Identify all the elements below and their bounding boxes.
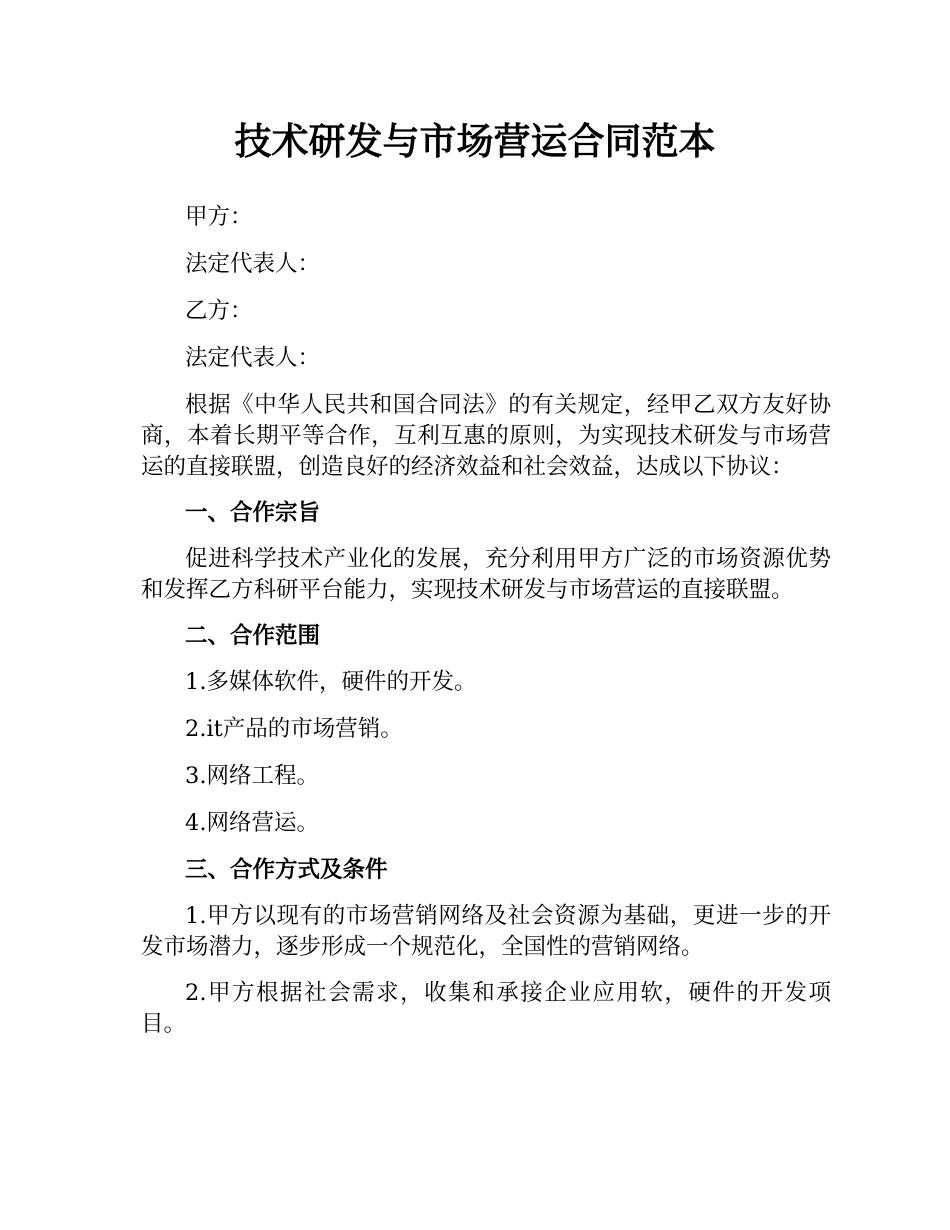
scope-item: 2.it产品的市场营销。 [185,716,403,742]
document-body [141,202,831,1055]
section-cooperation-terms [141,855,831,1040]
scope-item: 3.网络工程。 [185,763,319,789]
party-b-line: 乙方： [185,298,253,324]
section-paragraph: 促进科学技术产业化的发展，充分利用甲方广泛的市场资源优势和发挥乙方科研平台能力，实现技术研发与市场营运的直接联盟。 [141,546,831,603]
preamble-paragraph: 根据《中华人民共和国合同法》的有关规定，经甲乙双方友好协商，本着长期平等合作，互利互惠的原则，为实现技术研发与市场营运的直接联盟，创造良好的经济效益和社会效益，达成以下协议： [141,392,831,480]
section-heading: 一、合作宗旨 [185,500,321,526]
party-b-representative-line: 法定代表人： [185,345,321,371]
party-a-representative-line: 法定代表人： [185,251,321,277]
section-purpose [141,498,831,606]
section-scope [141,621,831,839]
party-a-line: 甲方： [185,204,253,230]
terms-item: 1.甲方以现有的市场营销网络及社会资源为基础，更进一步的开发市场潜力，逐步形成一个规范化，全国性的营销网络。 [141,903,831,960]
section-heading: 二、合作范围 [185,623,321,649]
scope-item: 1.多媒体软件，硬件的开发。 [185,669,477,695]
section-heading: 三、合作方式及条件 [185,857,388,883]
document-title: 技术研发与市场营运合同范本 [234,120,716,163]
scope-item: 4.网络营运。 [185,810,319,836]
terms-item: 2.甲方根据社会需求，收集和承接企业应用软，硬件的开发项目。 [141,980,831,1037]
